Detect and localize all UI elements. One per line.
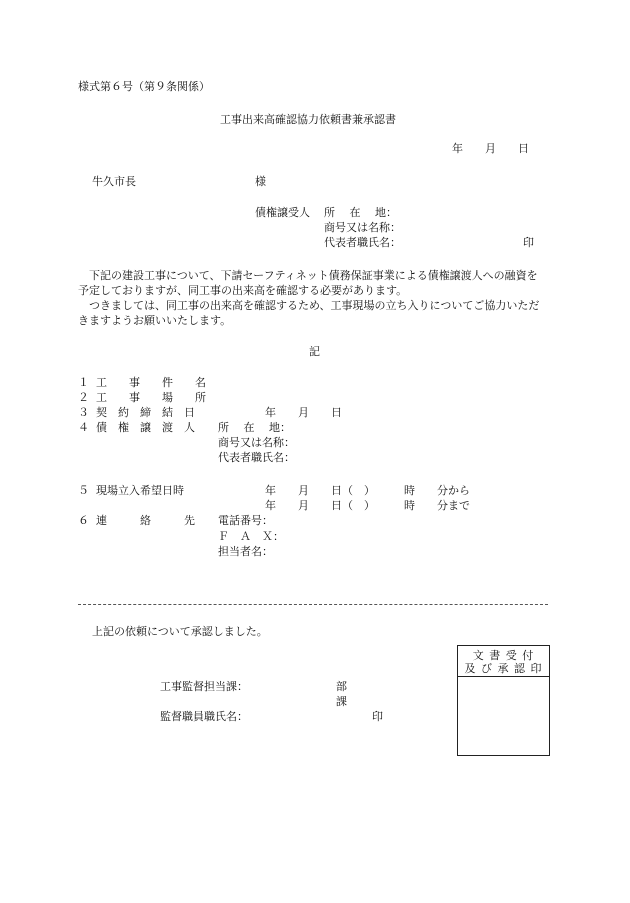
item4-address-label: 所 在 地：	[218, 421, 291, 434]
item6-fax-label: Ｆ Ａ Ｘ：	[218, 530, 284, 543]
form-number: 様式第６号（第９条関係）	[78, 80, 210, 93]
approval-statement: 上記の依頼について承認しました。	[92, 625, 268, 638]
document-title: 工事出来高確認協力依頼書兼承認書	[220, 113, 396, 126]
approval-official-label: 監督職員職氏名：	[160, 710, 248, 723]
item5-label: 現場立入希望日時	[96, 484, 184, 497]
item5-to-time: 時 分まで	[404, 499, 470, 512]
applicant-representative-label: 代表者職氏名：	[324, 236, 401, 249]
item6-phone-label: 電話番号：	[218, 514, 273, 527]
applicant-company-label: 商号又は名称：	[324, 221, 401, 234]
item5-to-date: 年 月 日（ ）	[265, 499, 375, 512]
stamp-box-header	[458, 646, 549, 677]
addressee-honorific: 様	[255, 175, 266, 188]
item6-label: 連 絡 先	[96, 514, 195, 527]
stamp-box-line-1: 文 書 受 付	[472, 649, 535, 662]
approval-dept-label: 工事監督担当課：	[160, 680, 248, 693]
item5-from-time: 時 分から	[404, 484, 470, 497]
item1-label: 工 事 件 名	[96, 376, 206, 389]
approval-ka: 課	[336, 695, 347, 708]
body-paragraph-2: つきましては、同工事の出来高を確認するため、工事現場の立ち入りについてご協力いただきますようお願いいたします。	[78, 299, 540, 327]
applicant-address-label: 所 在 地：	[324, 206, 397, 219]
item4-company-label: 商号又は名称：	[218, 436, 295, 449]
item4-label: 債 権 譲 渡 人	[96, 421, 195, 434]
item4-representative-label: 代表者職氏名：	[218, 451, 295, 464]
item2-number: ２	[78, 391, 89, 404]
item1-number: １	[78, 376, 89, 389]
item6-person-label: 担当者名：	[218, 545, 273, 558]
receipt-approval-stamp-box	[457, 645, 550, 756]
applicant-seal: 印	[523, 236, 534, 249]
approval-bu: 部	[336, 680, 347, 693]
addressee-name: 牛久市長	[92, 175, 136, 188]
approval-seal: 印	[372, 710, 383, 723]
item5-from-date: 年 月 日（ ）	[265, 484, 375, 497]
stamp-box-line-2: 及 び 承 認 印	[464, 662, 543, 675]
body-paragraph-1: 下記の建設工事について、下請セーフティネット債務保証事業による債権譲渡人への融資を予定しておりますが、同工事の出来高を確認する必要があります。	[78, 269, 538, 297]
item4-number: ４	[78, 421, 89, 434]
item5-number: ５	[78, 484, 89, 497]
item6-number: ６	[78, 514, 89, 527]
item3-date-value: 年 月 日	[265, 406, 342, 419]
date-line: 年 月 日	[452, 142, 529, 155]
dashed-separator	[78, 604, 548, 605]
applicant-role-label: 債権譲受人	[255, 206, 310, 219]
ki-heading: 記	[309, 345, 320, 358]
item2-label: 工 事 場 所	[96, 391, 206, 404]
item3-label: 契 約 締 結 日	[96, 406, 195, 419]
item3-number: ３	[78, 406, 89, 419]
